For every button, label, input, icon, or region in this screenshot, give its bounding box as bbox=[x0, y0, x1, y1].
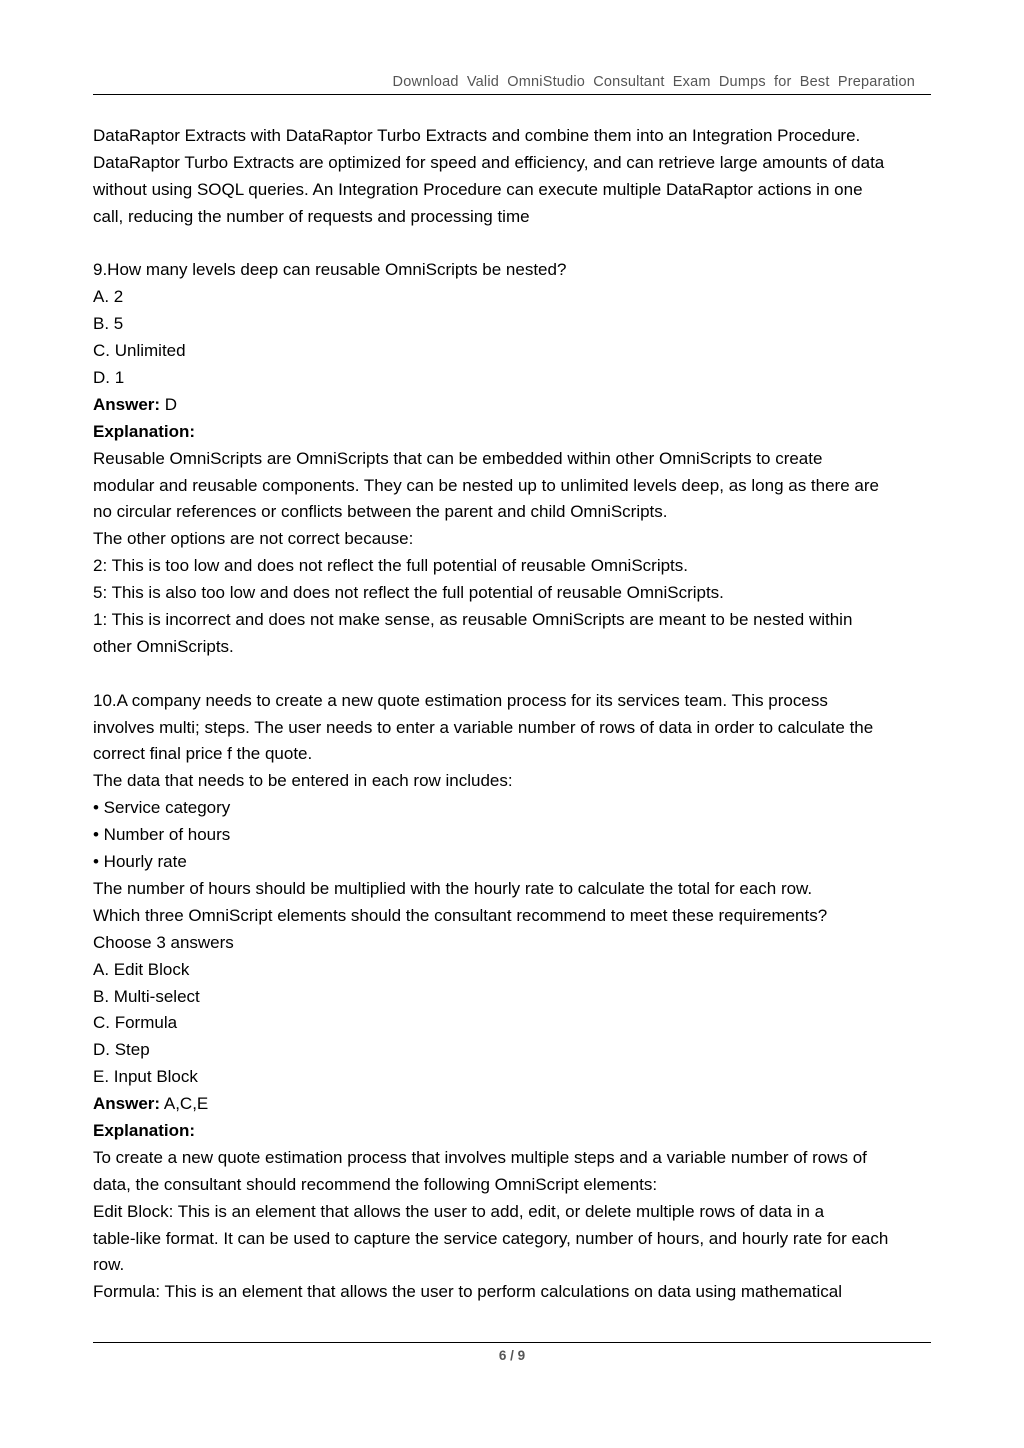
explanation-line: Formula: This is an element that allows the user to perform calculations on data using mathematical bbox=[93, 1282, 842, 1302]
option-c: C. Unlimited bbox=[93, 341, 186, 361]
explanation-line: data, the consultant should recommend the following OmniScript elements: bbox=[93, 1174, 658, 1194]
option-b: B. Multi-select bbox=[93, 986, 200, 1006]
explanation-line: To create a new quote estimation process that involves multiple steps and a variable number of rows of bbox=[93, 1147, 867, 1167]
question-text: The data that needs to be entered in each row includes: bbox=[93, 771, 513, 791]
answer-value: A,C,E bbox=[160, 1094, 209, 1114]
explanation-line: modular and reusable components. They can be nested up to unlimited levels deep, as long as there are bbox=[93, 475, 879, 495]
explanation-line: row. bbox=[93, 1255, 125, 1275]
document-body bbox=[93, 123, 938, 1306]
question-text: involves multi; steps. The user needs to enter a variable number of rows of data in order to calculate the bbox=[93, 717, 874, 737]
option-e: E. Input Block bbox=[93, 1067, 198, 1087]
question-9 bbox=[93, 257, 938, 660]
explanation-line: The other options are not correct because: bbox=[93, 529, 414, 549]
bullet-item: • Number of hours bbox=[93, 825, 231, 845]
answer-label: Answer: bbox=[93, 1094, 161, 1114]
explanation-line: Reusable OmniScripts are OmniScripts that can be embedded within other OmniScripts to create bbox=[93, 448, 823, 468]
option-d: D. 1 bbox=[93, 368, 125, 388]
explanation-line: 1: This is incorrect and does not make sense, as reusable OmniScripts are meant to be nested within bbox=[93, 610, 853, 630]
question-text: Choose 3 answers bbox=[93, 932, 234, 952]
page-number: 6 / 9 bbox=[498, 1348, 526, 1363]
option-a: A. Edit Block bbox=[93, 959, 190, 979]
text-line: DataRaptor Turbo Extracts are optimized for speed and efficiency, and can retrieve large amounts of data bbox=[93, 152, 885, 172]
question-10 bbox=[93, 688, 938, 1306]
explanation-line: table-like format. It can be used to capture the service category, number of hours, and hourly rate for each bbox=[93, 1228, 889, 1248]
answer-label: Answer: bbox=[93, 394, 161, 414]
question-text: Which three OmniScript elements should the consultant recommend to meet these requirements? bbox=[93, 905, 828, 925]
explanation-line: other OmniScripts. bbox=[93, 636, 234, 656]
intro-paragraph bbox=[93, 123, 938, 231]
question-text: The number of hours should be multiplied with the hourly rate to calculate the total for each row. bbox=[93, 878, 813, 898]
explanation-line: Edit Block: This is an element that allows the user to add, edit, or delete multiple rows of data in a bbox=[93, 1201, 825, 1221]
header-text: Download Valid OmniStudio Consultant Exam Dumps for Best Preparation bbox=[392, 74, 915, 90]
explanation-line: 5: This is also too low and does not reflect the full potential of reusable OmniScripts. bbox=[93, 583, 724, 603]
option-d: D. Step bbox=[93, 1040, 150, 1060]
bullet-item: • Hourly rate bbox=[93, 852, 187, 872]
text-line: DataRaptor Extracts with DataRaptor Turbo Extracts and combine them into an Integration Procedure. bbox=[93, 126, 861, 145]
answer-line bbox=[93, 1091, 938, 1118]
answer-line bbox=[93, 392, 938, 419]
option-a: A. 2 bbox=[93, 287, 124, 307]
footer-rule bbox=[93, 1342, 931, 1343]
explanation-line: 2: This is too low and does not reflect the full potential of reusable OmniScripts. bbox=[93, 556, 688, 576]
explanation-line: no circular references or conflicts between the parent and child OmniScripts. bbox=[93, 502, 668, 522]
text-line: call, reducing the number of requests and processing time bbox=[93, 206, 530, 226]
question-text: correct final price f the quote. bbox=[93, 744, 313, 764]
explanation-label: Explanation: bbox=[93, 1120, 196, 1140]
question-text: 10.A company needs to create a new quote estimation process for its services team. This process bbox=[93, 690, 828, 710]
answer-value: D bbox=[160, 394, 178, 414]
question-text: 9.How many levels deep can reusable OmniScripts be nested? bbox=[93, 260, 567, 280]
explanation-label: Explanation: bbox=[93, 421, 196, 441]
option-b: B. 5 bbox=[93, 314, 124, 334]
page-header bbox=[93, 72, 931, 95]
option-c: C. Formula bbox=[93, 1013, 178, 1033]
text-line: without using SOQL queries. An Integration Procedure can execute multiple DataRaptor actions in one bbox=[93, 179, 863, 199]
bullet-item: • Service category bbox=[93, 798, 231, 818]
